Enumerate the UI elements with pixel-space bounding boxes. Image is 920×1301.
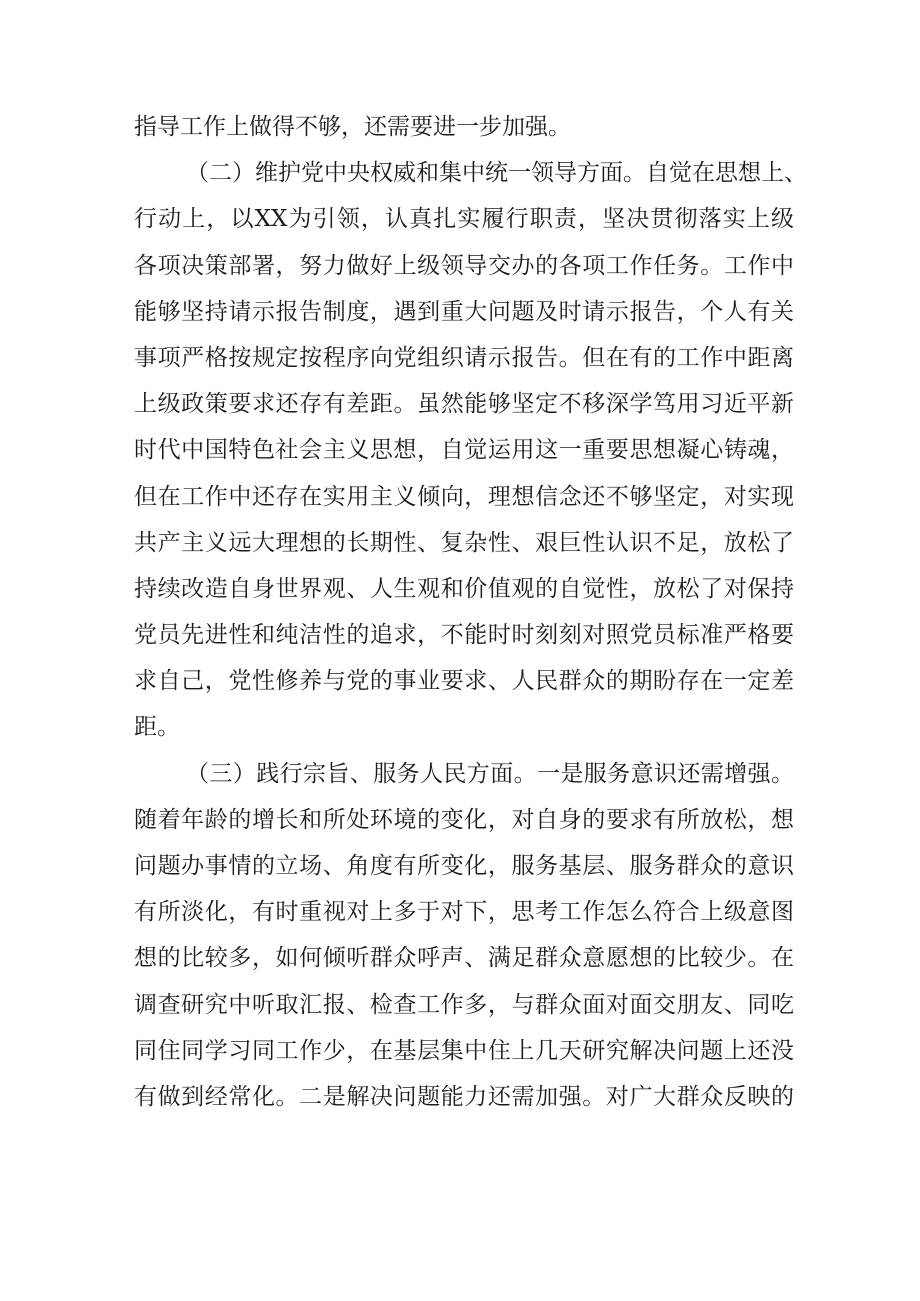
text-line: 事项严格按规定按程序向党组织请示报告。但在有的工作中距离 bbox=[134, 344, 794, 371]
text-line: 但在工作中还存在实用主义倾向，理想信念还不够坚定，对实现 bbox=[134, 483, 794, 510]
section-heading-line: （二）维护党中央权威和集中统一领导方面。自觉在思想上、 bbox=[186, 160, 807, 187]
text-line: 指导工作上做得不够，还需要进一步加强。 bbox=[134, 114, 571, 140]
text-line: 共产主义远大理想的长期性、复杂性、艰巨性认识不足，放松了 bbox=[134, 529, 794, 556]
text-line: 持续改造自身世界观、人生观和价值观的自觉性，放松了对保持 bbox=[134, 575, 794, 602]
text-line: 调查研究中听取汇报、检查工作多，与群众面对面交朋友、同吃 bbox=[134, 991, 794, 1018]
text-line: 能够坚持请示报告制度，遇到重大问题及时请示报告，个人有关 bbox=[134, 298, 794, 325]
text-line: 问题办事情的立场、角度有所变化，服务基层、服务群众的意识 bbox=[134, 853, 794, 879]
text-line: 想的比较多，如何倾听群众呼声、满足群众意愿想的比较少。在 bbox=[134, 945, 794, 972]
text-line: 随着年龄的增长和所处环境的变化，对自身的要求有所放松，想 bbox=[134, 806, 794, 833]
text-line: 有做到经常化。二是解决问题能力还需加强。对广大群众反映的 bbox=[134, 1083, 794, 1110]
text-line: 上级政策要求还存有差距。虽然能够坚定不移深学笃用习近平新 bbox=[134, 391, 794, 418]
text-line: 党员先进性和纯洁性的追求，不能时时刻刻对照党员标准严格要 bbox=[134, 622, 794, 649]
section-heading-line: （三）践行宗旨、服务人民方面。一是服务意识还需增强。 bbox=[186, 760, 794, 787]
text-line: 距。 bbox=[134, 714, 180, 741]
document-body bbox=[134, 104, 807, 1120]
text-line: 各项决策部署，努力做好上级领导交办的各项工作任务。工作中 bbox=[134, 252, 794, 279]
text-line: 时代中国特色社会主义思想，自觉运用这一重要思想凝心铸魂， bbox=[134, 437, 794, 464]
text-line: 同住同学习同工作少，在基层集中住上几天研究解决问题上还没 bbox=[134, 1037, 794, 1064]
text-line: 行动上，以XX为引领，认真扎实履行职责，坚决贯彻落实上级 bbox=[134, 206, 794, 233]
text-line: 有所淡化，有时重视对上多于对下，思考工作怎么符合上级意图 bbox=[134, 899, 794, 926]
text-line: 求自己，党性修养与党的事业要求、人民群众的期盼存在一定差 bbox=[134, 668, 794, 695]
